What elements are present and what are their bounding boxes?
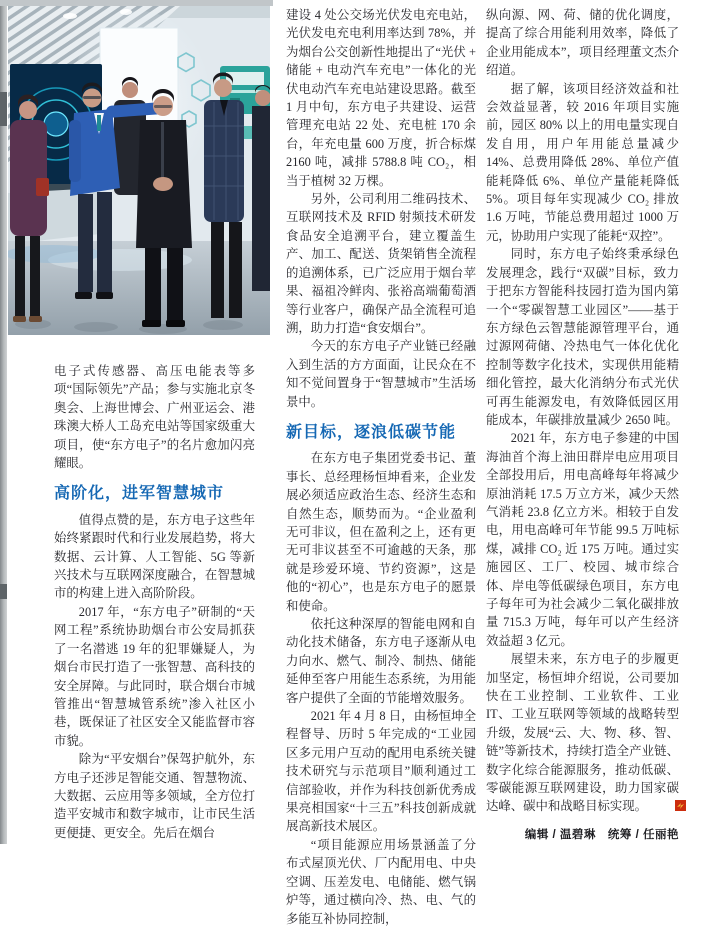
- exhibition-photo-graphic: [8, 6, 270, 335]
- paragraph: 除为“平安烟台”保驾护航外，东方电子还涉足智能交通、智慧物流、大数据、云应用等多领域，全方位打造平安城市和数字城市，让市民生活更便捷、更安全。先后在烟台: [54, 752, 255, 840]
- paragraph: 2021 年 4 月 8 日，由杨恒坤全程督导、历时 5 年完成的“工业园区多元用户互动的配用电系统关键技术研究与示范项目”顺利通过工信部验收，并作为科技创新优秀成果亮相国家“十三五”科技创新成就展高新技术展区。: [286, 709, 476, 834]
- editor-credits: 编辑 / 温碧琳 统筹 / 任丽艳: [524, 828, 679, 841]
- section-heading-low-carbon: 新目标，逐浪低碳节能: [286, 423, 457, 441]
- paragraph: “项目能源应用场景涵盖了分布式屋顶光伏、厂内配用电、中央空调、压差发电、电储能、燃气锅炉等，通过横向冷、热、电、气的多能互补协同控制，: [286, 837, 476, 926]
- paragraph: 建设 4 处公交场光伏发电充电站，光伏发电充电利用率达到 78%，并为烟台公交创新性地提出了“光伏 + 储能 + 电动汽车充电”一体化的光伏电动汽车充电站建设思路。截至 1 月中旬，东方电子共建设、运营管理充电站 22 处、充电桩 170 余台，年充电量 600 万度，折合标煤 2160 吨，减排 5788.8 吨 CO₂，相当于植树 32 万棵。: [286, 8, 476, 188]
- paragraph: 电子式传感器、高压电能表等多项“国际领先”产品；参与实施北京冬奥会、上海世博会、广州亚运会、港珠澳大桥人工岛充电站等国家级重大项目，使“东方电子”的名片愈加闪亮耀眼。: [54, 364, 255, 471]
- page-edge-left: [0, 0, 7, 844]
- paragraph: 今天的东方电子产业链已经融入到生活的方方面面，让民众在不知不觉间置身于“智慧城市”生活场景中。: [286, 339, 476, 409]
- article-column-1: [54, 362, 255, 842]
- section-heading-smart-city: 高阶化，进军智慧城市: [54, 485, 225, 503]
- paragraph: 依托这种深厚的智能电网和自动化技术储备，东方电子逐渐从电力向水、燃气、制冷、制热、储能延伸至客户用能生态系统，为用能客户提供了全面的节能增效服务。: [286, 617, 476, 705]
- paragraph: 另外，公司利用二维码技术、互联网技术及 RFID 射频技术研发食品安全追溯平台，建立覆盖生产、加工、配送、货架销售全流程的追溯体系，已广泛应用于烟台苹果、福祖冷鲜肉、张裕高端葡萄酒等行业客户，确保产品全流程可追溯，助力打造“食安烟台”。: [286, 192, 476, 335]
- page-edge-mark: [0, 92, 7, 126]
- paragraph: 2021 年，东方电子参建的中国海油首个海上油田群岸电应用项目全部投用后，用电高峰每年将减少原油消耗 17.5 万立方米，减少天然气消耗 23.8 亿立方米。相较于自发电，用电高峰可年节能 99.5 万吨标煤，减排 CO₂ 近 175 万吨。通过实施园区、工厂、校园、城市综合体、岸电等低碳绿色项目，东方电子每年可为社会减少二氧化碳排放量 715.3 万吨，每年可以产生经济效益超 3 亿元。: [486, 431, 679, 648]
- paragraph: 据了解，该项目经济效益和社会效益显著，较 2016 年项目实施前，园区 80% 以上的用电量实现自发自用，用户年用能总量减少 14%、总费用降低 28%、单位产值能耗降低 6%、单位产量能耗降低 5%。项目每年实现减少 CO₂ 排放 1.6 万吨，节能总费用超过 1000 万元，协助用户实现了能耗“双控”。: [486, 81, 679, 243]
- article-column-2: [286, 6, 476, 928]
- article-column-3: [486, 6, 679, 844]
- paragraph: [486, 650, 679, 816]
- paragraph: 同时，东方电子始终秉承绿色发展理念，践行“双碳”目标，致力于把东方智能科技园打造为国内第一个“零碳智慧工业园区”——基于东方绿色云智慧能源管理平台，通过源网荷储、冷热电气一体化优化控制等数字化技术，实现供用能精细化管控，最大化消纳分布式光伏可再生能源发电，有效降低园区用能成本，年碳排放量减少 2650 吨。: [486, 247, 679, 427]
- exhibition-visit-photo: [8, 6, 270, 335]
- paragraph: 纵向源、网、荷、储的优化调度，提高了综合用能利用效率，降低了企业用能成本”，项目经理董文杰介绍道。: [486, 8, 679, 78]
- page-edge-mark: [0, 584, 7, 599]
- paragraph-text: 展望未来，东方电子的步履更加坚定，杨恒坤介绍说，公司要加快在工业控制、工业软件、工业 IT、工业互联网等领域的战略转型升级，发展“云、大、物、移、智、链”等新技术，持续打造全产业链、数字化综合能源服务，推动低碳、零碳能源互联网建设，助力国家碳达峰、碳中和战略目标实现。: [486, 652, 679, 814]
- paragraph: 在东方电子集团党委书记、董事长、总经理杨恒坤看来，企业发展必须适应政治生态、经济生态和自然生态，顺势而为。“企业盈利无可非议，但在盈利之上，还有更无可非议甚至不可逾越的天条，那就是珍爱环境、节约资源”，这是他的“初心”，也是东方电子的愿景和使命。: [286, 451, 476, 613]
- article-end-icon: [650, 798, 661, 809]
- paragraph: 2017 年，“东方电子”研制的“天网工程”系统协助烟台市公安局抓获了一名潜逃 19 年的犯罪嫌疑人，为烟台市民打造了一张智慧、高科技的安全屏障。与此同时，联合烟台市城管推出“智慧城管系统”渗入社区小巷，既保证了社区安全又能监督市容市貌。: [54, 604, 255, 748]
- paragraph: 值得点赞的是，东方电子这些年始终紧跟时代和行业发展趋势，将大数据、云计算、人工智能、5G 等新兴技术与互联网深度融合，在智慧城市的构建上进入高阶阶段。: [54, 512, 255, 601]
